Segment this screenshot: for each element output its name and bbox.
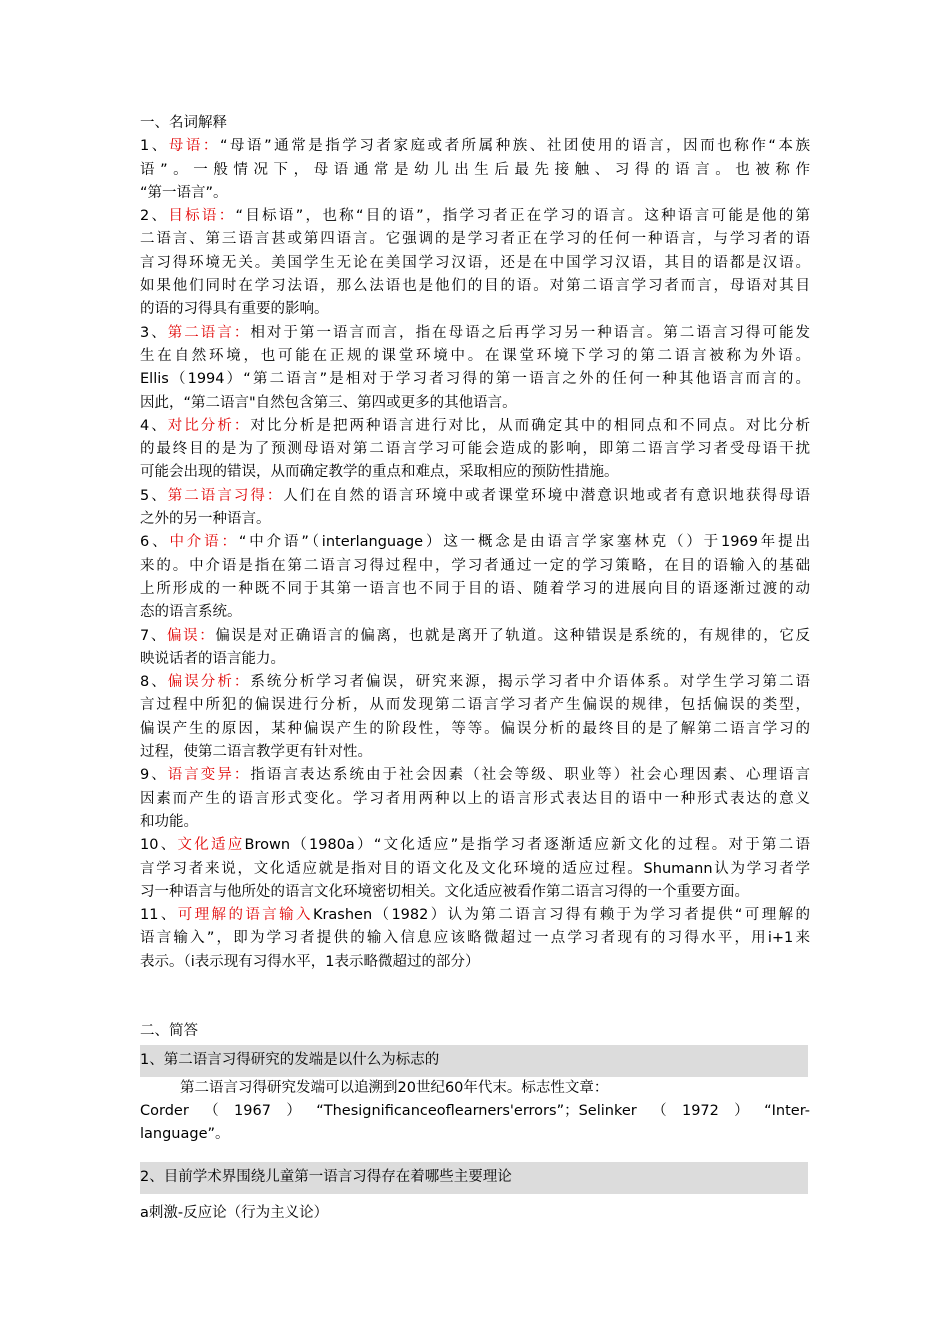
term-definition: 人们在自然的语言环境中或者课堂环境中潜意识地或者有意识地获得母语 <box>283 487 810 504</box>
term-list <box>140 135 810 974</box>
section-heading: 二、简答 <box>140 1022 198 1039</box>
term-label: 第二语言习得： <box>167 487 284 504</box>
item-number: 2、 <box>140 208 169 225</box>
term-item-line: 语”。一般情况下，母语通常是幼儿出生后最先接触、习得的语言。也被称作 <box>140 161 810 178</box>
term-item-first-line <box>140 671 810 694</box>
item-number: 1、 <box>140 138 169 155</box>
term-item-line: 来的。中介语是指在第二语言习得过程中，学习者通过一定的学习策略，在目的语输入的基础 <box>140 557 810 574</box>
term-item-line: 言学习者来说，文化适应就是指对目的语文化及文化环境的适应过程。Shumann认为学习者学 <box>140 860 810 877</box>
term-item-first-line <box>140 764 810 787</box>
item-number: 3、 <box>140 324 168 341</box>
term-item-line: 因素而产生的语言形式变化。学习者用两种以上的语言形式表达目的语中一种形式表达的意义 <box>140 790 810 807</box>
term-definition: “中介语”（interlanguage）这一概念是由语言学家塞林克（）于1969年提出 <box>238 534 811 551</box>
term-definition: 偏误是对正确语言的偏离，也就是离开了轨道。这种错误是系统的，有规律的，它反 <box>215 627 811 644</box>
term-label: 可理解的语言输入 <box>177 907 313 924</box>
term-item-first-line <box>140 834 810 857</box>
term-item-line: Ellis（1994）“第二语言”是相对于学习者习得的第一语言之外的任何一种其他语言而言的。 <box>140 371 810 388</box>
term-label: 对比分析： <box>167 417 251 434</box>
item-number: 9、 <box>140 767 168 784</box>
answer-line: a刺激-反应论（行为主义论） <box>140 1204 329 1221</box>
term-item-line: 二语言、第三语言甚或第四语言。它强调的是学习者正在学习的任何一种语言，与学习者的语 <box>140 231 810 248</box>
term-item-line: 偏误产生的原因，某种偏误产生的阶段性，等等。偏误分析的最终目的是了解第二语言学习的 <box>140 720 810 737</box>
answer-line: language”。 <box>140 1126 230 1143</box>
term-item-line: 语言输入”，即为学习者提供的输入信息应该略微超过一点学习者现有的习得水平，用i+1来 <box>140 930 810 947</box>
term-label: 偏误分析： <box>167 674 251 691</box>
term-definition: “目标语”，也称“目的语”，指学习者正在学习的语言。这种语言可能是他的第 <box>235 208 811 225</box>
term-item-line: 因此，“第二语言"自然包含第三、第四或更多的其他语言。 <box>140 394 517 411</box>
term-item-first-line <box>140 135 810 158</box>
term-item-line: 上所形成的一种既不同于其第一语言也不同于目的语、随着学习的进展向目的语逐渐过渡的动 <box>140 580 810 597</box>
term-label: 语言变异： <box>167 767 251 784</box>
term-label: 文化适应 <box>177 837 245 854</box>
term-item-line: 态的语言系统。 <box>140 604 242 621</box>
term-item-line: 言过程中所犯的偏误进行分析，从而发现第二语言学习者产生偏误的规律，包括偏误的类型， <box>140 697 810 714</box>
term-item-line: 如果他们同时在学习法语，那么法语也是他们的目的语。对第二语言学习者而言，母语对其目 <box>140 278 810 295</box>
term-item-line: 过程，使第二语言教学更有针对性。 <box>140 744 372 761</box>
answer-line: Corder（1967）“Thesignificanceoflearners'errors”；Selinker（1972）“Inter- <box>140 1102 810 1119</box>
section-heading: 一、名词解释 <box>140 115 227 131</box>
term-label: 中介语： <box>169 534 239 551</box>
term-definition: 相对于第一语言而言，指在母语之后再学习另一种语言。第二语言习得可能发 <box>250 324 811 341</box>
term-item-first-line <box>140 485 810 508</box>
term-item-first-line <box>140 904 810 927</box>
question-band: 1、第二语言习得研究的发端是以什么为标志的 <box>140 1045 808 1076</box>
term-label: 目标语： <box>168 208 236 225</box>
item-number: 8、 <box>140 674 168 691</box>
item-number: 11、 <box>140 907 178 924</box>
term-item-line: “第一语言”。 <box>140 184 228 201</box>
term-item-line: 之外的另一种语言。 <box>140 511 271 528</box>
term-label: 第二语言： <box>167 324 251 341</box>
item-number: 7、 <box>140 627 167 644</box>
term-definition: Krashen（1982）认为第二语言习得有赖于为学习者提供“可理解的 <box>312 907 811 924</box>
term-item-line: 的语的习得具有重要的影响。 <box>140 301 329 318</box>
question-band: 2、目前学术界围绕儿童第一语言习得存在着哪些主要理论 <box>140 1162 808 1193</box>
term-definition: 系统分析学习者偏误，研究来源，揭示学习者中介语体系。对学生学习第二语 <box>250 674 811 691</box>
term-item-line: 言习得环境无关。美国学生无论在美国学习汉语，还是在中国学习汉语，其目的语都是汉语。 <box>140 254 810 271</box>
term-item-first-line <box>140 205 810 228</box>
term-item-line: 习一种语言与他所处的语言文化环境密切相关。文化适应被看作第二语言习得的一个重要方面。 <box>140 883 749 900</box>
term-item-first-line <box>140 531 810 554</box>
item-number: 5、 <box>140 487 168 504</box>
term-item-first-line <box>140 322 810 345</box>
term-definition: 指语言表达系统由于社会因素（社会等级、职业等）社会心理因素、心理语言 <box>250 767 811 784</box>
term-item-line: 映说话者的语言能力。 <box>140 650 285 667</box>
term-item-line: 表示。（i表示现有习得水平，1表示略微超过的部分） <box>140 953 480 970</box>
term-definition: 对比分析是把两种语言进行对比，从而确定其中的相同点和不同点。对比分析 <box>250 417 811 434</box>
answer-line: 第二语言习得研究发端可以追溯到20世纪60年代末。标志性文章： <box>180 1079 609 1096</box>
term-item-line: 生在自然环境，也可能在正规的课堂环境中。在课堂环境下学习的第二语言被称为外语。 <box>140 347 810 364</box>
term-label: 母语： <box>168 138 220 155</box>
term-item-line: 和功能。 <box>140 813 198 830</box>
item-number: 4、 <box>140 417 168 434</box>
term-definition: “母语”通常是指学习者家庭或者所属种族、社团使用的语言，因而也称作“本族 <box>219 138 810 155</box>
item-number: 6、 <box>140 534 170 551</box>
item-number: 10、 <box>140 837 178 854</box>
term-item-first-line <box>140 625 810 648</box>
term-item-line: 的最终目的是为了预测母语对第二语言学习可能会造成的影响，即第二语言学习者受母语干扰 <box>140 441 810 458</box>
document-page <box>140 112 810 1225</box>
term-item-line: 可能会出现的错误，从而确定教学的重点和难点，采取相应的预防性措施。 <box>140 464 619 481</box>
term-definition: Brown（1980a）“文化适应”是指学习者逐渐适应新文化的过程。对于第二语 <box>244 837 811 854</box>
term-label: 偏误： <box>166 627 216 644</box>
term-item-first-line <box>140 415 810 438</box>
